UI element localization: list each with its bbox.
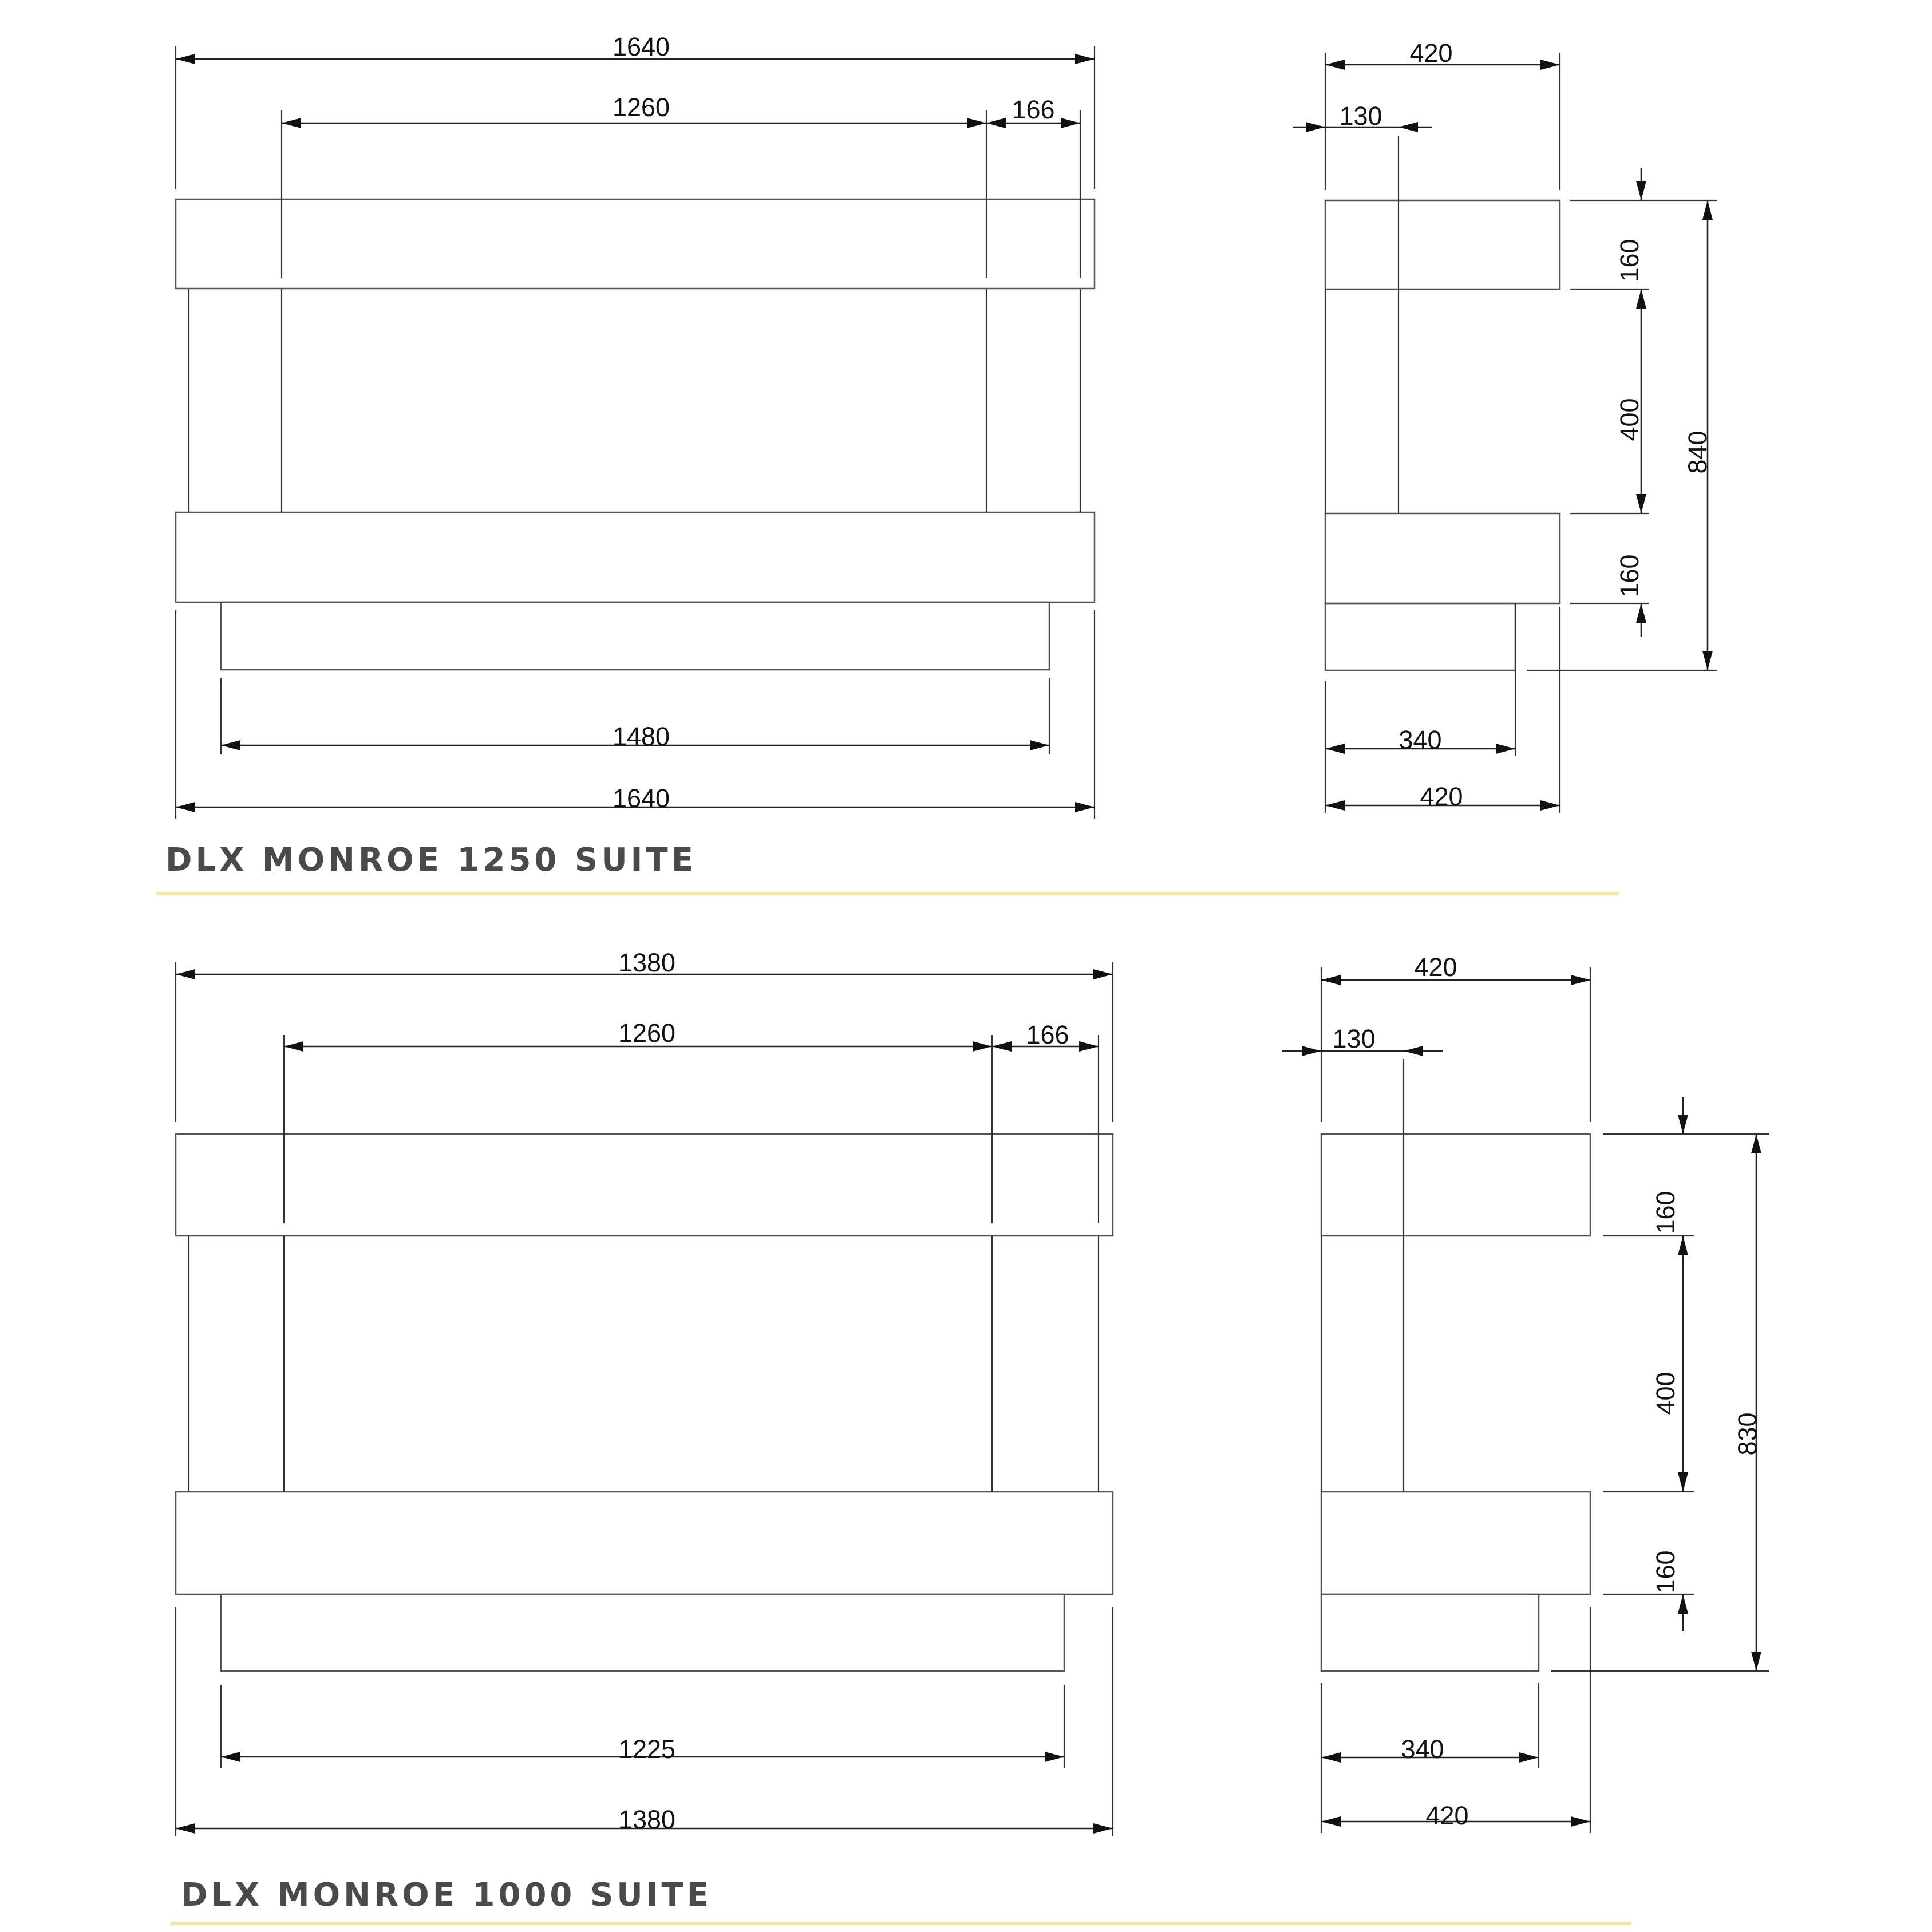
arrowhead <box>1751 1134 1761 1153</box>
arrowhead <box>1702 651 1713 670</box>
suite-1000-side-labels <box>1332 953 1762 1830</box>
dim-depth-bottom: 420 <box>1420 782 1463 811</box>
arrowhead <box>1093 969 1113 979</box>
arrowhead <box>986 118 1006 128</box>
arrowhead <box>1540 60 1560 70</box>
dim-depth-top: 420 <box>1409 38 1453 68</box>
dim-overall-bottom: 1380 <box>618 1805 676 1834</box>
arrowhead <box>282 118 301 128</box>
arrowhead <box>1571 975 1590 985</box>
arrowhead <box>1398 122 1418 132</box>
suite-1250-side-labels <box>1339 38 1712 811</box>
dim-offset: 130 <box>1332 1024 1376 1053</box>
dim-depth-top: 420 <box>1414 953 1457 982</box>
arrowhead <box>1751 1652 1761 1671</box>
dim-base-width: 1480 <box>612 722 670 751</box>
arrowhead <box>1571 1816 1590 1827</box>
dim-bottom-shelf: 160 <box>1615 554 1644 598</box>
arrowhead <box>1678 1472 1688 1492</box>
arrowhead <box>973 1041 992 1052</box>
arrowhead <box>176 54 195 64</box>
arrowhead <box>1678 1594 1688 1614</box>
side-bottom-shelf <box>1321 1492 1590 1594</box>
dim-top-shelf: 160 <box>1651 1191 1680 1234</box>
suite-title-1000: DLX MONROE 1000 SUITE <box>181 1876 712 1914</box>
dim-side-inset: 166 <box>1026 1020 1069 1049</box>
arrowhead <box>176 1823 195 1834</box>
dim-depth-bottom: 420 <box>1425 1801 1469 1830</box>
bottom-shelf <box>176 512 1095 602</box>
arrowhead <box>1030 740 1049 750</box>
arrowhead <box>1321 1752 1341 1763</box>
arrowhead <box>967 118 986 128</box>
side-top-shelf <box>1325 200 1560 289</box>
side-bottom-shelf <box>1325 513 1560 603</box>
arrowhead <box>1093 1823 1113 1834</box>
arrowhead <box>1321 1816 1341 1827</box>
arrowhead <box>1636 289 1646 309</box>
arrowhead <box>176 969 195 979</box>
plinth <box>221 1594 1064 1671</box>
top-shelf <box>176 1134 1113 1236</box>
arrowhead <box>1678 1236 1688 1255</box>
arrowhead <box>1045 1752 1064 1762</box>
drawing-lines <box>156 46 1769 1923</box>
arrowhead <box>1636 494 1646 513</box>
top-shelf <box>176 199 1095 289</box>
dim-inner-width: 1260 <box>612 93 670 122</box>
side-top-shelf <box>1321 1134 1590 1236</box>
dim-opening: 400 <box>1651 1372 1680 1415</box>
arrowhead <box>1061 118 1080 128</box>
bottom-shelf <box>176 1492 1113 1594</box>
arrowhead <box>1306 122 1325 132</box>
dim-base-depth: 340 <box>1401 1735 1444 1764</box>
suite-1000-front-labels <box>618 948 1069 1834</box>
arrowhead <box>1075 54 1095 64</box>
arrowhead <box>1325 744 1345 754</box>
dim-base-depth: 340 <box>1398 725 1442 754</box>
suite-1250-front-labels <box>613 32 1055 813</box>
arrowhead <box>1702 200 1713 220</box>
dim-inner-width: 1260 <box>618 1018 676 1048</box>
arrowhead <box>1302 1046 1321 1056</box>
arrowhead <box>1678 1115 1688 1134</box>
side-plinth <box>1321 1594 1539 1671</box>
arrowhead <box>1636 603 1646 623</box>
arrowhead <box>221 740 240 750</box>
arrowhead <box>1496 744 1515 754</box>
plinth <box>221 602 1049 670</box>
arrowhead <box>1325 800 1345 811</box>
arrowhead <box>1540 800 1560 811</box>
dim-top-shelf: 160 <box>1615 239 1644 282</box>
dim-overall-bottom: 1640 <box>612 784 670 813</box>
arrowhead <box>992 1041 1012 1052</box>
dim-total-height: 840 <box>1683 430 1712 474</box>
arrowhead <box>1519 1752 1539 1763</box>
arrowhead <box>1636 181 1646 200</box>
dim-opening: 400 <box>1615 398 1644 441</box>
arrowhead <box>1404 1046 1423 1056</box>
arrowhead <box>1321 975 1341 985</box>
dim-side-inset: 166 <box>1012 95 1055 124</box>
dim-overall-top: 1380 <box>618 948 676 977</box>
dim-offset: 130 <box>1339 101 1382 131</box>
arrowhead <box>1325 60 1345 70</box>
dim-overall-top: 1640 <box>612 32 670 61</box>
suite-title-1250: DLX MONROE 1250 SUITE <box>165 841 697 879</box>
dim-base-width: 1225 <box>618 1735 676 1764</box>
dim-bottom-shelf: 160 <box>1651 1550 1680 1594</box>
arrowhead <box>221 1752 240 1762</box>
arrowhead <box>1079 1041 1099 1052</box>
arrowhead <box>1075 802 1095 812</box>
arrowhead <box>176 802 195 812</box>
dim-total-height: 830 <box>1733 1412 1762 1456</box>
arrowhead <box>284 1041 303 1052</box>
side-plinth <box>1325 603 1515 670</box>
